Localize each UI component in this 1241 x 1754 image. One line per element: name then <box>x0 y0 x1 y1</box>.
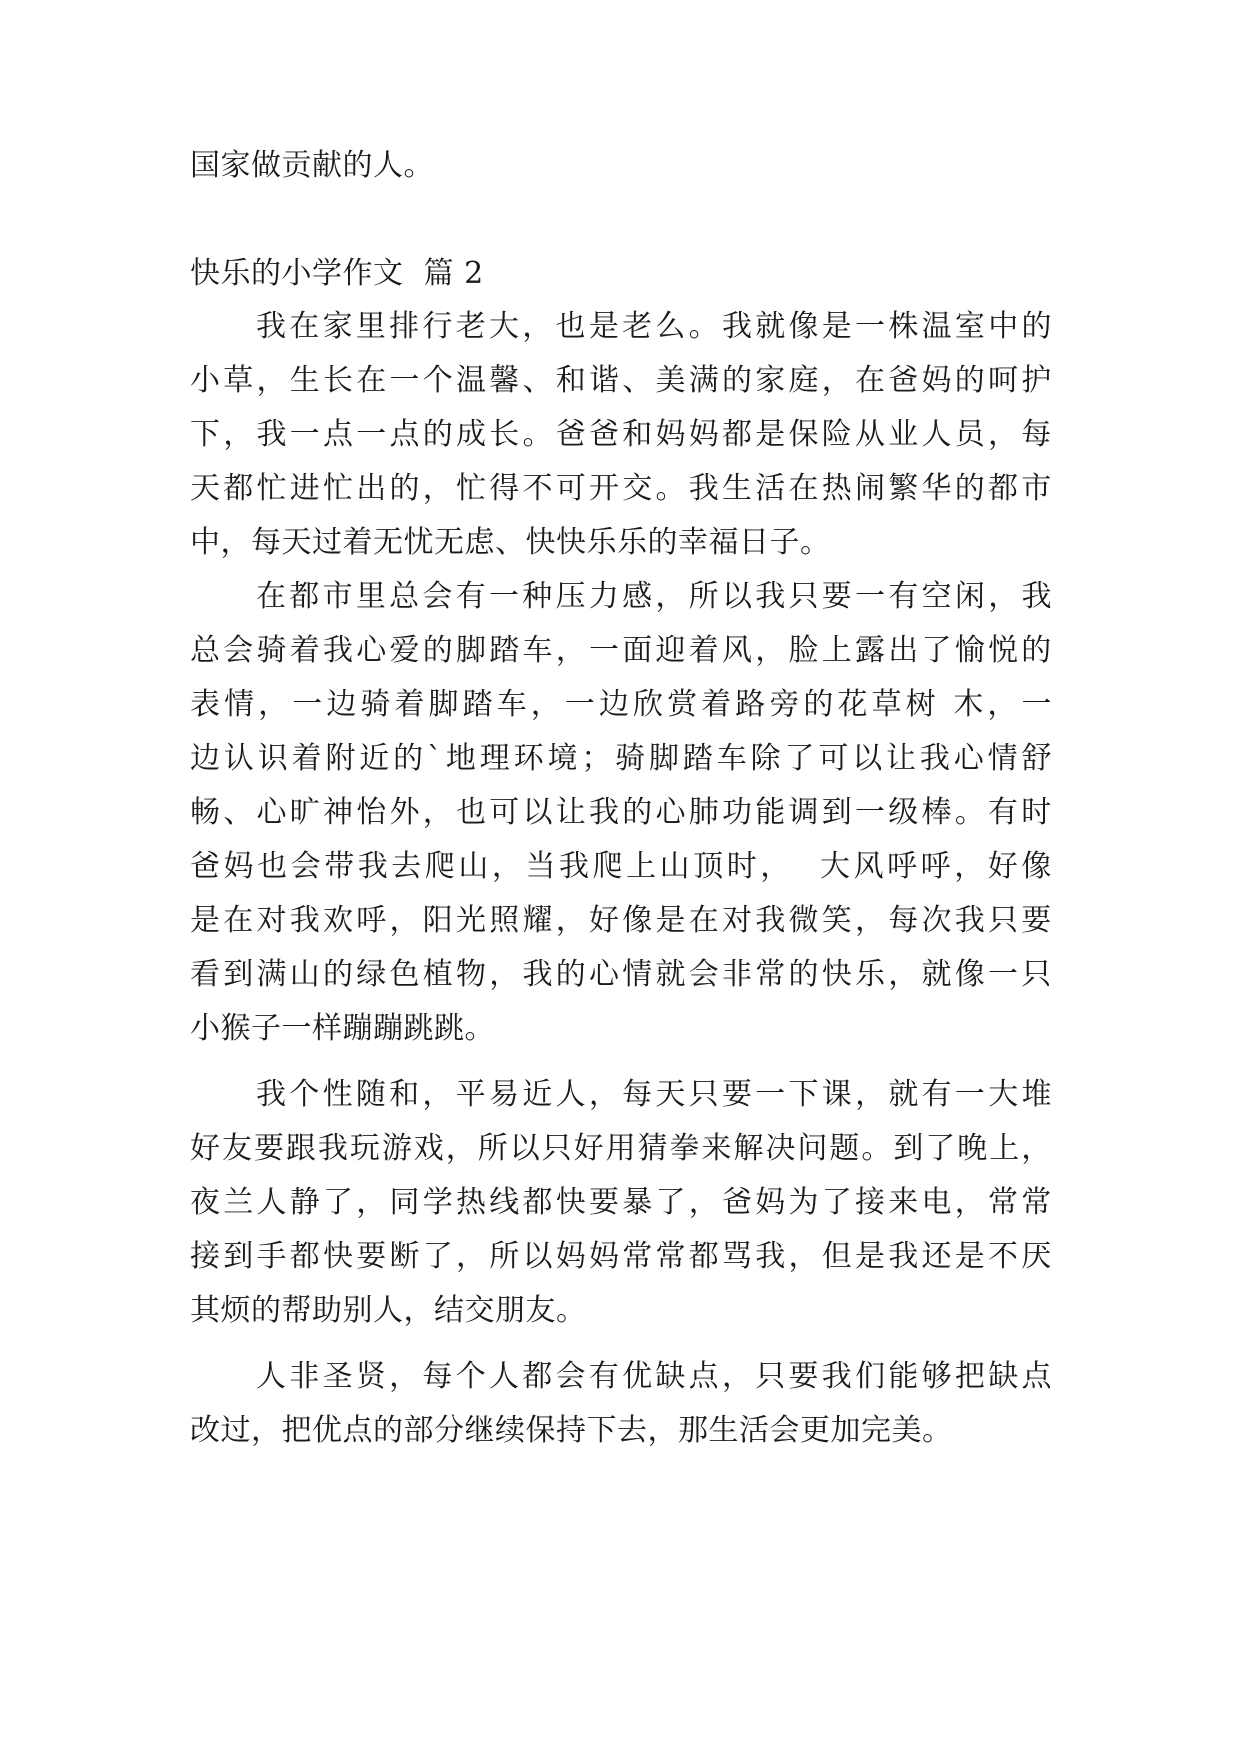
paragraph-1-line-2: 小 草 ， 生 长 在 一 个 温 馨 、 和 谐 、 美 满 的 家 庭 ， 在 爸 妈 的 呵 护 <box>190 363 1052 398</box>
paragraph-2-line-5: 畅 、 心 旷 神 怡 外 ， 也 可 以 让 我 的 心 肺 功 能 调 到 一 级 棒 。 有 时 <box>190 795 1052 830</box>
paragraph-2-line-6: 爸 妈 也 会 带 我 去 爬 山 ， 当 我 爬 上 山 顶 时 ， 大 风 呼 呼 ， 好 像 <box>190 849 1052 884</box>
continuation-line: 国家做贡献的人。 <box>190 148 434 183</box>
paragraph-4-line-1: 人 非 圣 贤 ， 每 个 人 都 会 有 优 缺 点 ， 只 要 我 们 能 够 把 缺 点 <box>256 1359 1052 1394</box>
paragraph-1-line-3: 下 ， 我 一 点 一 点 的 成 长 。 爸 爸 和 妈 妈 都 是 保 险 从 业 人 员 ， 每 <box>190 417 1052 452</box>
paragraph-1-line-4: 天 都 忙 进 忙 出 的 ， 忙 得 不 可 开 交 。 我 生 活 在 热 闹 繁 华 的 都 市 <box>190 471 1052 506</box>
paragraph-3-line-1: 我 个 性 随 和 ， 平 易 近 人 ， 每 天 只 要 一 下 课 ， 就 有 一 大 堆 <box>256 1077 1052 1112</box>
paragraph-2-line-1: 在 都 市 里 总 会 有 一 种 压 力 感 ， 所 以 我 只 要 一 有 空 闲 ， 我 <box>256 579 1052 614</box>
paragraph-2-line-3: 表 情 ， 一 边 骑 着 脚 踏 车 ， 一 边 欣 赏 着 路 旁 的 花 草 树 木 ， 一 <box>190 687 1052 722</box>
paragraph-2-line-8: 看 到 满 山 的 绿 色 植 物 ， 我 的 心 情 就 会 非 常 的 快 乐 ， 就 像 一 只 <box>190 957 1052 992</box>
paragraph-3-line-3: 夜 兰 人 静 了 ， 同 学 热 线 都 快 要 暴 了 ， 爸 妈 为 了 接 来 电 ， 常 常 <box>190 1185 1052 1220</box>
paragraph-3-line-2: 好 友 要 跟 我 玩 游 戏 ， 所 以 只 好 用 猜 拳 来 解 决 问 题 。 到 了 晚 上 ， <box>190 1131 1052 1166</box>
paragraph-3-line-5: 其烦的帮助别人，结交朋友。 <box>190 1293 587 1328</box>
paragraph-2-line-2: 总 会 骑 着 我 心 爱 的 脚 踏 车 ， 一 面 迎 着 风 ， 脸 上 露 出 了 愉 悦 的 <box>190 633 1052 668</box>
paragraph-2-line-4: 边 认 识 着 附 近 的 ` 地 理 环 境 ； 骑 脚 踏 车 除 了 可 以 让 我 心 情 舒 <box>190 741 1052 776</box>
paragraph-2-line-7: 是 在 对 我 欢 呼 ， 阳 光 照 耀 ， 好 像 是 在 对 我 微 笑 ， 每 次 我 只 要 <box>190 903 1052 938</box>
paragraph-2-line-9: 小猴子一样蹦蹦跳跳。 <box>190 1011 495 1046</box>
paragraph-1-line-5: 中，每天过着无忧无虑、快快乐乐的幸福日子。 <box>190 525 831 560</box>
paragraph-1-line-1: 我 在 家 里 排 行 老 大 ， 也 是 老 么 。 我 就 像 是 一 株 温 室 中 的 <box>256 309 1052 344</box>
paragraph-4-line-2: 改过，把优点的部分继续保持下去，那生活会更加完美。 <box>190 1413 953 1448</box>
section-title: 快乐的小学作文 篇 2 <box>190 256 484 291</box>
paragraph-3-line-4: 接 到 手 都 快 要 断 了 ， 所 以 妈 妈 常 常 都 骂 我 ， 但 是 我 还 是 不 厌 <box>190 1239 1052 1274</box>
